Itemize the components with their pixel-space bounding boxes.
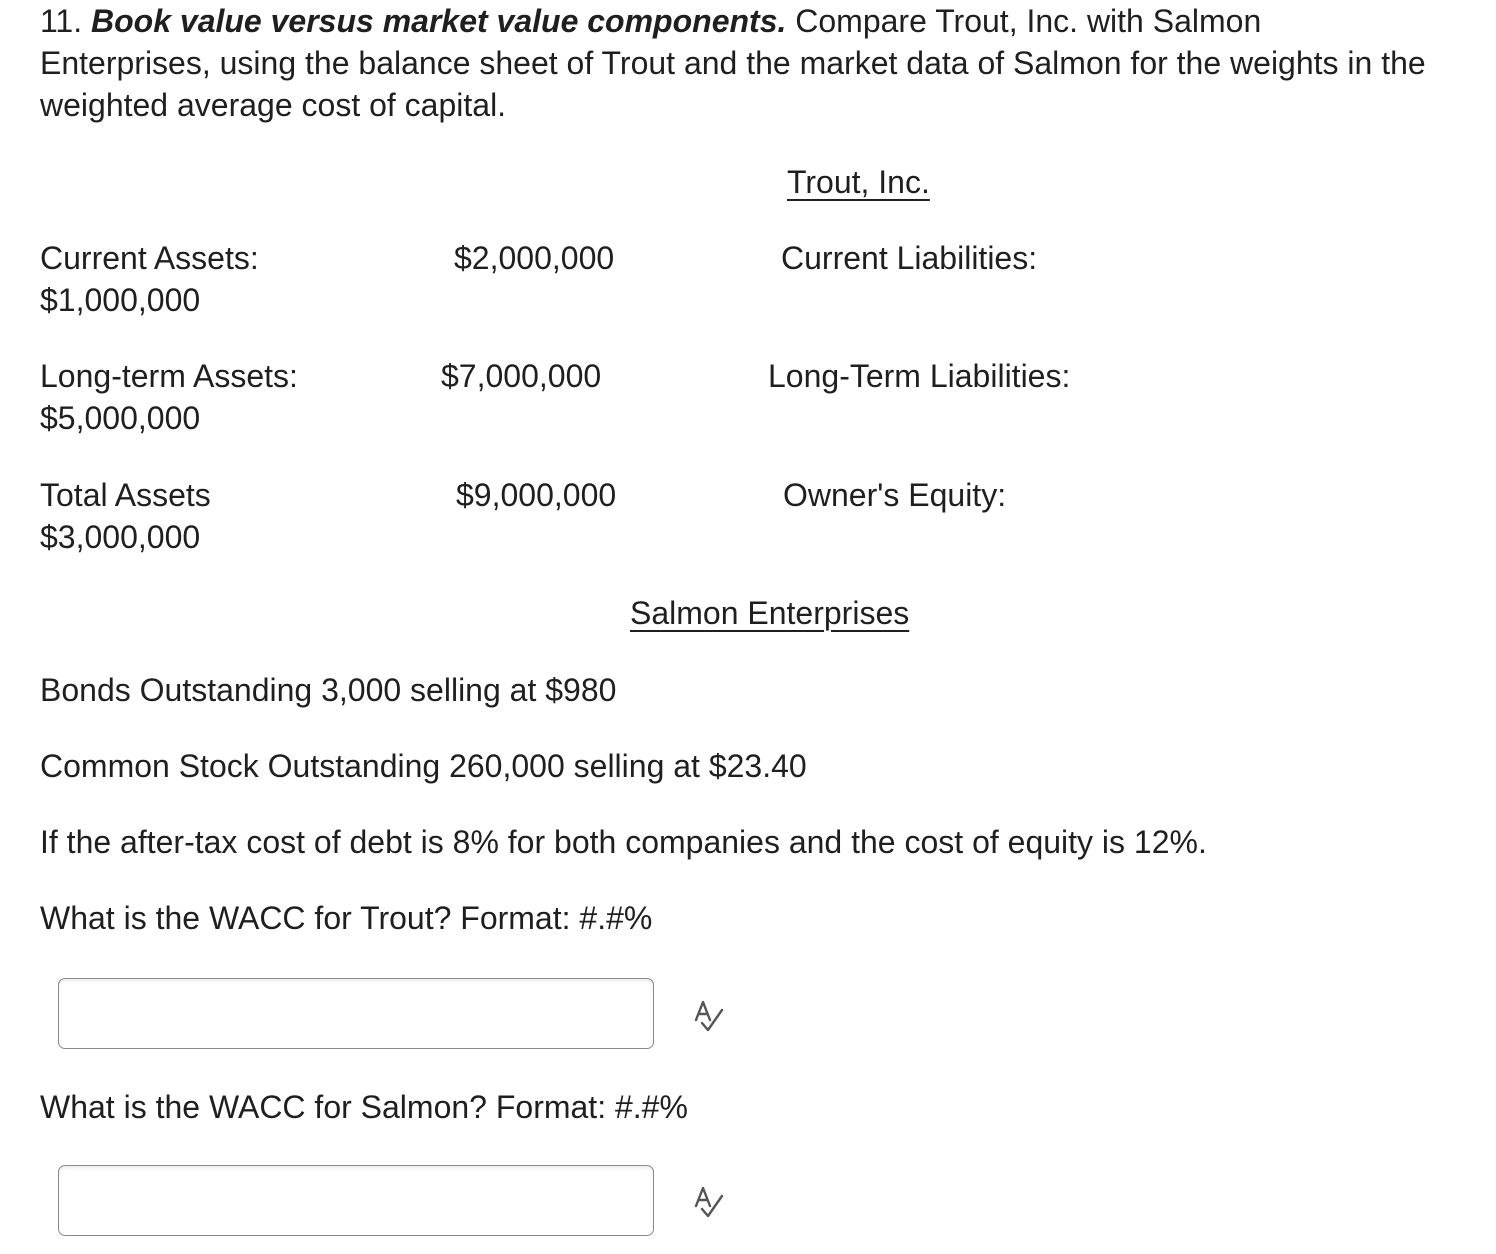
current-liabilities-value: $1,000,000	[40, 282, 201, 318]
total-assets-value: $9,000,000	[456, 477, 617, 513]
trout-wacc-prompt: What is the WACC for Trout? Format: #.#%	[40, 900, 653, 936]
common-stock-outstanding: Common Stock Outstanding 260,000 selling at $23.40	[40, 748, 807, 784]
long-term-assets-value: $7,000,000	[441, 358, 602, 394]
spellcheck-icon[interactable]	[688, 1182, 728, 1222]
spellcheck-icon[interactable]	[688, 996, 728, 1036]
total-assets-label: Total Assets	[40, 477, 211, 513]
owners-equity-label: Owner's Equity:	[783, 477, 1007, 513]
salmon-wacc-prompt: What is the WACC for Salmon? Format: #.#%	[40, 1089, 688, 1125]
question-prompt	[40, 0, 1440, 126]
long-term-assets-label: Long-term Assets:	[40, 358, 298, 394]
owners-equity-value: $3,000,000	[40, 519, 201, 555]
long-term-liabilities-label: Long-Term Liabilities:	[768, 358, 1071, 394]
current-assets-value: $2,000,000	[454, 240, 615, 276]
cost-assumption: If the after-tax cost of debt is 8% for both companies and the cost of equity is 12%.	[40, 824, 1207, 860]
trout-wacc-input[interactable]	[58, 978, 654, 1049]
question-text: Compare Trout, Inc. with Salmon Enterprises, using the balance sheet of Trout and the market data of Salmon for the weights in the weighted average cost of capital.	[40, 3, 1426, 123]
question-number: 11.	[40, 3, 83, 39]
long-term-liabilities-value: $5,000,000	[40, 400, 201, 436]
current-liabilities-label: Current Liabilities:	[781, 240, 1038, 276]
salmon-heading: Salmon Enterprises	[630, 595, 910, 631]
current-assets-label: Current Assets:	[40, 240, 259, 276]
salmon-wacc-input[interactable]	[58, 1165, 654, 1236]
bonds-outstanding: Bonds Outstanding 3,000 selling at $980	[40, 672, 617, 708]
question-title: Book value versus market value components.	[91, 3, 787, 39]
trout-heading: Trout, Inc.	[787, 164, 930, 200]
